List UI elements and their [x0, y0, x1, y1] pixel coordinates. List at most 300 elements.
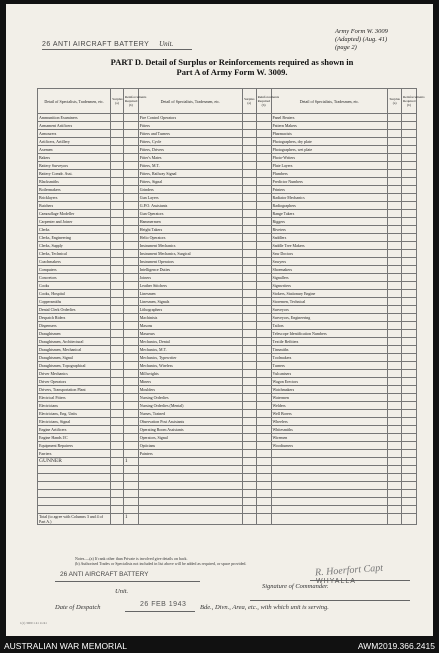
specialist-cell: Riveters — [271, 226, 388, 234]
surplus-cell — [111, 306, 124, 314]
specialist-cell: Fitters, Drivers — [138, 146, 242, 154]
form-title — [42, 57, 422, 77]
specialist-cell: Fire Control Operators — [138, 114, 242, 122]
required-cell — [402, 234, 417, 242]
footer-unit-handwritten: 26 ANTI AIRCRAFT BATTERY — [60, 571, 149, 578]
specialist-cell: Mechanics, Typewriter — [138, 354, 242, 362]
specialist-cell: Intelligence Duties — [138, 266, 242, 274]
specialist-cell: Draughtsmen, Architectural — [38, 338, 111, 346]
surplus-cell — [242, 162, 256, 170]
empty-cell — [388, 506, 402, 514]
header-specialists-1: Detail of Specialists, Tradesmen, etc. — [38, 89, 111, 114]
specialist-cell: Whitesmiths — [271, 426, 388, 434]
required-cell — [123, 170, 138, 178]
unit-handwritten: 26 ANTI AIRCRAFT BATTERY — [42, 41, 150, 48]
empty-cell — [138, 458, 242, 466]
title-line-1: PART D. Detail of Surplus or Reinforcements required as shown in — [110, 57, 354, 67]
required-cell — [123, 242, 138, 250]
specialist-cell: Axemen — [38, 146, 111, 154]
specialist-cell: Armourers — [38, 130, 111, 138]
table-row — [38, 194, 417, 202]
header-required-2: Reinforcements Required (b) — [256, 89, 271, 114]
required-cell — [123, 258, 138, 266]
required-cell — [402, 298, 417, 306]
empty-cell — [138, 514, 242, 525]
surplus-cell — [242, 362, 256, 370]
table-row — [38, 354, 417, 362]
surplus-cell — [388, 274, 402, 282]
surplus-cell — [111, 282, 124, 290]
surplus-cell — [388, 282, 402, 290]
surplus-cell — [388, 258, 402, 266]
extra-surplus-cell — [111, 458, 124, 466]
empty-cell — [388, 458, 402, 466]
empty-cell — [242, 490, 256, 498]
surplus-cell — [242, 130, 256, 138]
table-row — [38, 266, 417, 274]
specialist-cell: Fitters, M.T. — [138, 162, 242, 170]
empty-cell — [38, 506, 111, 514]
empty-cell — [111, 498, 124, 506]
required-cell — [123, 234, 138, 242]
surplus-cell — [242, 338, 256, 346]
table-row — [38, 218, 417, 226]
surplus-cell — [242, 418, 256, 426]
specialist-cell: Leather Stitchers — [138, 282, 242, 290]
surplus-cell — [242, 306, 256, 314]
required-cell — [123, 338, 138, 346]
required-cell — [402, 130, 417, 138]
table-row — [38, 226, 417, 234]
empty-cell — [388, 498, 402, 506]
specialist-cell: Instrument Mechanics, Surgical — [138, 250, 242, 258]
required-cell — [256, 402, 271, 410]
surplus-cell — [242, 202, 256, 210]
specialist-cell: Instrument Mechanics — [138, 242, 242, 250]
surplus-cell — [388, 202, 402, 210]
surplus-cell — [111, 450, 124, 458]
required-cell — [123, 266, 138, 274]
required-cell — [123, 226, 138, 234]
specialist-cell: Plate Layers — [271, 162, 388, 170]
surplus-cell — [242, 210, 256, 218]
required-cell — [256, 122, 271, 130]
required-cell — [123, 418, 138, 426]
required-cell — [256, 226, 271, 234]
empty-cell — [388, 474, 402, 482]
empty-cell — [123, 482, 138, 490]
surplus-cell — [242, 386, 256, 394]
required-cell — [402, 442, 417, 450]
surplus-cell — [111, 354, 124, 362]
surplus-cell — [388, 402, 402, 410]
required-cell — [256, 234, 271, 242]
title-line-2: Part A of Army Form W. 3009. — [176, 67, 288, 77]
surplus-cell — [388, 386, 402, 394]
required-cell — [256, 410, 271, 418]
specialist-cell: Electricians — [38, 402, 111, 410]
required-cell — [123, 410, 138, 418]
header-specialists-2: Detail of Specialists, Tradesmen, etc. — [138, 89, 242, 114]
required-cell — [123, 282, 138, 290]
surplus-cell — [111, 170, 124, 178]
empty-cell — [256, 474, 271, 482]
required-cell — [123, 162, 138, 170]
empty-cell — [111, 490, 124, 498]
required-cell — [256, 218, 271, 226]
table-row — [38, 434, 417, 442]
empty-cell — [138, 498, 242, 506]
specialist-cell: Drivers, Transportation Plant — [38, 386, 111, 394]
empty-cell — [138, 474, 242, 482]
extra-specialist-handwritten: GUNNER — [38, 458, 111, 466]
surplus-cell — [388, 450, 402, 458]
required-cell — [402, 346, 417, 354]
required-cell — [256, 314, 271, 322]
required-cell — [256, 418, 271, 426]
surplus-cell — [111, 442, 124, 450]
required-cell — [123, 210, 138, 218]
empty-cell — [242, 474, 256, 482]
required-cell — [402, 226, 417, 234]
specialist-cell: Masseurs — [138, 330, 242, 338]
table-row — [38, 322, 417, 330]
empty-cell — [402, 498, 417, 506]
specialist-cell: Instrument Operators — [138, 258, 242, 266]
surplus-cell — [388, 250, 402, 258]
specialist-cell: Wagon Erectors — [271, 378, 388, 386]
required-cell — [123, 330, 138, 338]
specialist-cell: G.P.O. Assistants — [138, 202, 242, 210]
surplus-cell — [242, 194, 256, 202]
required-cell — [402, 162, 417, 170]
specialist-cell: Fitters, Cycle — [138, 138, 242, 146]
surplus-cell — [242, 354, 256, 362]
required-cell — [256, 306, 271, 314]
required-cell — [256, 354, 271, 362]
table-row — [38, 138, 417, 146]
specialist-cell: Operating Room Assistants — [138, 426, 242, 434]
unit-header — [42, 40, 173, 48]
empty-cell — [256, 490, 271, 498]
specialist-cell: Wheelers — [271, 418, 388, 426]
table-header-row — [38, 89, 417, 114]
empty-cell — [242, 482, 256, 490]
table-row — [38, 338, 417, 346]
required-cell — [256, 242, 271, 250]
required-cell — [256, 274, 271, 282]
empty-cell — [123, 506, 138, 514]
empty-cell — [242, 458, 256, 466]
surplus-cell — [111, 346, 124, 354]
specialist-cell: Driver Operators — [38, 378, 111, 386]
specialist-cell: Coppersmiths — [38, 298, 111, 306]
empty-cell — [38, 466, 111, 474]
empty-cell — [138, 490, 242, 498]
required-cell — [402, 338, 417, 346]
required-cell — [256, 130, 271, 138]
table-row — [38, 290, 417, 298]
surplus-cell — [242, 154, 256, 162]
required-cell — [123, 386, 138, 394]
specialist-cell: Concretors — [38, 274, 111, 282]
empty-cell — [123, 474, 138, 482]
surplus-cell — [388, 122, 402, 130]
surplus-cell — [242, 170, 256, 178]
specialist-cell: Linesmen — [138, 290, 242, 298]
despatch-line — [125, 611, 195, 612]
specialist-cell: Painters — [138, 450, 242, 458]
footer-unit-line — [55, 581, 200, 582]
specialist-cell: Shoemakers — [271, 266, 388, 274]
specialist-cell: Ammunition Examiners — [38, 114, 111, 122]
surplus-cell — [111, 250, 124, 258]
required-cell — [402, 314, 417, 322]
empty-cell — [111, 474, 124, 482]
table-row — [38, 258, 417, 266]
empty-cell — [123, 498, 138, 506]
required-cell — [123, 122, 138, 130]
empty-cell — [402, 474, 417, 482]
surplus-cell — [242, 114, 256, 122]
required-cell — [402, 306, 417, 314]
empty-cell — [388, 514, 402, 525]
table-row — [38, 242, 417, 250]
specialist-cell: Photo-Writers — [271, 154, 388, 162]
surplus-cell — [111, 258, 124, 266]
required-cell — [402, 290, 417, 298]
empty-cell — [271, 466, 388, 474]
specialist-cell: Printers — [271, 186, 388, 194]
surplus-cell — [388, 306, 402, 314]
specialist-cell: Operators, Signal — [138, 434, 242, 442]
surplus-cell — [111, 322, 124, 330]
specialist-cell: Panel Beaters — [271, 114, 388, 122]
required-cell — [123, 346, 138, 354]
empty-cell — [38, 498, 111, 506]
required-cell — [256, 450, 271, 458]
surplus-cell — [242, 258, 256, 266]
required-cell — [402, 426, 417, 434]
table-row — [38, 402, 417, 410]
surplus-cell — [388, 194, 402, 202]
table-row — [38, 394, 417, 402]
specialist-cell: Despatch Riders — [38, 314, 111, 322]
specialist-cell: Equipment Repairers — [38, 442, 111, 450]
required-cell — [402, 378, 417, 386]
surplus-cell — [242, 138, 256, 146]
surplus-cell — [388, 186, 402, 194]
required-cell — [256, 194, 271, 202]
specialist-cell: Fitters and Turners — [138, 130, 242, 138]
specialist-cell: Gun Operators — [138, 210, 242, 218]
table-row — [38, 450, 417, 458]
required-cell — [123, 202, 138, 210]
required-cell — [123, 322, 138, 330]
table-row — [38, 442, 417, 450]
specialist-cell: Linesmen, Signals — [138, 298, 242, 306]
table-row — [38, 314, 417, 322]
specialist-cell: Fitters, Signal — [138, 178, 242, 186]
required-cell — [402, 154, 417, 162]
table-row — [38, 274, 417, 282]
surplus-cell — [388, 138, 402, 146]
specialist-cell: Height Takers — [138, 226, 242, 234]
specialist-cell: Electrical Fitters — [38, 394, 111, 402]
surplus-cell — [388, 378, 402, 386]
form-notes — [75, 556, 246, 566]
specialist-cell: Lithographers — [138, 306, 242, 314]
table-row — [38, 418, 417, 426]
surplus-cell — [111, 138, 124, 146]
required-cell — [402, 370, 417, 378]
surplus-cell — [388, 354, 402, 362]
required-cell — [256, 210, 271, 218]
surplus-cell — [111, 122, 124, 130]
empty-cell — [256, 506, 271, 514]
surplus-cell — [242, 282, 256, 290]
table-body — [38, 114, 417, 525]
surplus-cell — [242, 266, 256, 274]
table-row — [38, 250, 417, 258]
total-value: 1 — [123, 514, 138, 525]
required-cell — [402, 250, 417, 258]
surplus-cell — [388, 434, 402, 442]
surplus-cell — [111, 114, 124, 122]
table-row — [38, 306, 417, 314]
surplus-cell — [388, 234, 402, 242]
specialist-cell: Storemen, Technical — [271, 298, 388, 306]
required-cell — [256, 386, 271, 394]
surplus-cell — [111, 202, 124, 210]
specialist-cell: Battery Surveyors — [38, 162, 111, 170]
surplus-cell — [388, 410, 402, 418]
specialist-cell: Watermen — [271, 394, 388, 402]
specialist-cell: Saddle Tree Makers — [271, 242, 388, 250]
specialist-cell: Turners — [271, 362, 388, 370]
surplus-cell — [111, 242, 124, 250]
form-identifier — [335, 28, 425, 52]
required-cell — [256, 170, 271, 178]
specialist-cell: Dental Clerk Orderlies — [38, 306, 111, 314]
surplus-cell — [111, 290, 124, 298]
required-cell — [123, 298, 138, 306]
specialist-cell: Blacksmiths — [38, 178, 111, 186]
empty-cell — [123, 466, 138, 474]
printer-note: 1(1) 3000 1 41 11/41 — [20, 621, 47, 625]
required-cell — [402, 114, 417, 122]
surplus-cell — [111, 162, 124, 170]
empty-cell — [271, 506, 388, 514]
required-cell — [402, 210, 417, 218]
required-cell — [256, 250, 271, 258]
required-cell — [123, 354, 138, 362]
required-cell — [402, 178, 417, 186]
surplus-cell — [111, 338, 124, 346]
surplus-cell — [111, 146, 124, 154]
specialist-cell: Bakers — [38, 154, 111, 162]
specialist-cell: Butchers — [38, 202, 111, 210]
specialist-cell: Helio Operators — [138, 234, 242, 242]
table-row — [38, 170, 417, 178]
specialist-cell: Engine Artificers — [38, 426, 111, 434]
surplus-cell — [388, 338, 402, 346]
specialist-cell: Surveyors — [271, 306, 388, 314]
archive-name: AUSTRALIAN WAR MEMORIAL — [4, 641, 127, 651]
required-cell — [256, 330, 271, 338]
required-cell — [256, 290, 271, 298]
required-cell — [402, 274, 417, 282]
surplus-cell — [111, 314, 124, 322]
specialist-cell: Artificers, Artillery — [38, 138, 111, 146]
specialist-cell: Woodturners — [271, 442, 388, 450]
required-cell — [123, 442, 138, 450]
surplus-cell — [388, 370, 402, 378]
surplus-cell — [242, 298, 256, 306]
table-row-extra — [38, 458, 417, 466]
surplus-cell — [111, 418, 124, 426]
surplus-cell — [388, 114, 402, 122]
surplus-cell — [242, 370, 256, 378]
surplus-cell — [388, 418, 402, 426]
surplus-cell — [388, 346, 402, 354]
specialist-cell: Boilermakers — [38, 186, 111, 194]
surplus-cell — [111, 426, 124, 434]
surplus-cell — [242, 234, 256, 242]
specialist-cell: Gun Layers — [138, 194, 242, 202]
table-row — [38, 154, 417, 162]
specialist-cell: Telescope Identification Numbers — [271, 330, 388, 338]
required-cell — [402, 322, 417, 330]
surplus-cell — [388, 314, 402, 322]
surplus-cell — [242, 434, 256, 442]
surplus-cell — [388, 162, 402, 170]
total-row — [38, 514, 417, 525]
specialist-cell: Draughtsmen, Topographical — [38, 362, 111, 370]
empty-cell — [256, 498, 271, 506]
required-cell — [123, 434, 138, 442]
empty-cell — [402, 506, 417, 514]
surplus-cell — [242, 394, 256, 402]
table-row — [38, 346, 417, 354]
specialist-cell: Moulders — [138, 386, 242, 394]
specialist-cell: Fitters, Railway Signal — [138, 170, 242, 178]
required-cell — [256, 362, 271, 370]
specialist-cell: Driver Mechanics — [38, 370, 111, 378]
unit-underline — [42, 49, 192, 50]
required-cell — [123, 290, 138, 298]
archive-footer — [0, 637, 439, 653]
specialist-cell: Armament Artificers — [38, 122, 111, 130]
required-cell — [402, 218, 417, 226]
required-cell — [123, 426, 138, 434]
surplus-cell — [242, 426, 256, 434]
empty-cell — [256, 514, 271, 525]
required-cell — [256, 434, 271, 442]
table-row — [38, 130, 417, 138]
header-specialists-3: Detail of Specialists, Tradesmen, etc. — [271, 89, 388, 114]
table-row — [38, 378, 417, 386]
required-cell — [123, 274, 138, 282]
header-surplus-2: Surplus (a) — [242, 89, 256, 114]
required-cell — [402, 362, 417, 370]
empty-cell — [256, 458, 271, 466]
surplus-cell — [242, 378, 256, 386]
required-cell — [402, 434, 417, 442]
specialist-cell: Nursing Orderlies (Mental) — [138, 402, 242, 410]
specialist-cell: Well Borers — [271, 410, 388, 418]
surplus-cell — [388, 170, 402, 178]
